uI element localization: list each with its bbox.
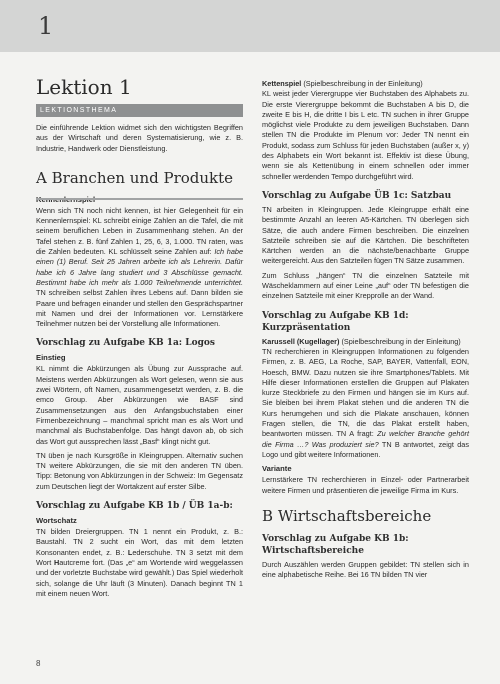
lesson-theme-label: LEKTIONSTHEMA [36, 104, 243, 117]
left-column [36, 64, 243, 603]
kb1a-heading: Vorschlag zu Aufgabe KB 1a: Logos [36, 338, 215, 349]
einstieg-title: Einstieg [36, 353, 66, 363]
lesson-title: Lektion 1 [36, 75, 132, 99]
kettenspiel-title: Kettenspiel [262, 79, 302, 88]
section-b-title [262, 508, 469, 525]
wortschatz-bold-1: L [127, 547, 133, 557]
einstieg-text: KL nimmt die Abkürzungen als Übung zur Aussprache auf. Meistens werden Abkürzungen als Wort gelesen, wenn sie aus zwei Wörtern, oft Namen, zusammengesetzt werden, z. B. die emco Group. Aber Abkürzungen wie BASF sind Zusammensetzungen aus den Anfangsbuchstaben einer Firmenbezeichnung – manchmal spricht man es als Wort und manchmal als Buchstabenfolge. Das hängt davon ab, ob sich das Wort gut aussprechen lässt „Basf“ klingt nicht gut. [36, 364, 243, 446]
variante-title: Variante [262, 464, 292, 474]
karussell-sub: (Spielbeschreibung in der Einleitung) [339, 336, 461, 346]
variante-text: Lernstärkere TN recherchieren in Einzel- oder Partnerarbeit weitere Firmen und präsentieren die jeweilige Firma im Kurs. [262, 475, 469, 495]
ub1c-text-2: Zum Schluss „hängen“ TN die einzelnen Satzteile mit Wäscheklammern auf einer Leine „auf“ oder TN befestigen die einzelnen Satzteile mit einer Krepprolle an der Wand. [262, 270, 469, 301]
section-a-title-text: Branchen und Produkte [51, 168, 234, 187]
kennenlernspiel-text [36, 206, 243, 330]
section-a-title [36, 170, 243, 187]
kettenspiel-text: KL weist jeder Vierergruppe vier Buchstaben des Alphabets zu. Die erste Vierergruppe bekommt die Buchstaben A bis D, die zweite E bis H, die dritte I bis L etc. TN suchen in ihrer Gruppe möglichst viele Produkte zu dem jeweiligen Buchstaben. Dann stellen TN die Produkte im Plenum vor: Jeder TN nennt ein Produkt, sodass zum Schluss für jeden Buchstaben (außer x, y) des Alphabets ein Wort bekannt ist. Effektiv ist diese Übung, wenn sie als Kettenübung in einem schnellen oder immer schneller werdenden Tempo durchgeführt wird. [262, 89, 469, 181]
karussell-text [262, 347, 469, 460]
chapter-number: 1 [38, 12, 54, 40]
wortschatz-text [36, 527, 243, 599]
karussell-title: Karussell (Kugellager) [262, 336, 340, 346]
section-b-letter: B [262, 506, 274, 525]
section-a-letter: A [36, 168, 47, 187]
karussell-heading [262, 337, 469, 347]
ub1c-text-1: TN arbeiten in Kleingruppen. Jede Kleingruppe erhält eine bestimmte Anzahl an leeren A5-Kärtchen. TN überlegen sich Sätze, die auch andere Firmen beschreiben. Die einzelnen Satzteile schreiben sie auf die Kärtchen. Die beschrifteten Kärtchen werden an die nächste/benachbarte Gruppe weitergereicht. Aus den Satzteilen fügen TN Sätze zusammen. [262, 204, 469, 266]
kennenlern-text-2: TN schreiben selbst Zahlen ihres Lebens auf. Dann bilden sie Paare und befragen einander und stellen den Gesprächspartner mit Namen und drei der Informationen vor. Lernstärkere Teilnehmer nutzen bei der Vorstellung alle Informationen. [36, 288, 243, 329]
kettenspiel-sub: (Spielbeschreibung in der Einleitung) [301, 79, 423, 88]
einstieg-text-2: TN üben je nach Kursgröße in Kleingruppen. Alternativ suchen TN weitere Abkürzungen, die sie mit den anderen TN üben. Tipp: Betonung von Abkürzungen in der Schweiz: Im Gegensatz zum Deutschen liegt der Wortakzent auf erster Silbe. [36, 450, 243, 491]
page-number: 8 [36, 659, 41, 668]
section-a-rule [36, 198, 243, 200]
karussell-text-2: TN B antwortet, zeigt das Logo und gibt weitere Informationen. [262, 439, 469, 459]
wortschatz-1: TN bilden Dreiergruppen. TN 1 nennt ein Produkt, z. B.: Baustahl. TN 2 sucht ein Wort, das mit dem letzten Konsonanten endet, z. B.: [36, 527, 243, 557]
section-b-text: Durch Auszählen werden Gruppen gebildet: TN stellen sich in eine alphabetische Reihe. Bei 16 TN bilden TN vier [262, 559, 469, 580]
right-column [262, 79, 469, 584]
wortschatz-2: ederschuhe. TN 3 setzt mit dem Wort [36, 547, 243, 567]
kb1b-heading: Vorschlag zu Aufgabe KB 1b / ÜB 1a-b: [36, 501, 233, 512]
wortschatz-bold-2: H [53, 557, 60, 567]
wortschatz-title: Wortschatz [36, 516, 77, 526]
wortschatz-3: autcreme fort. (Das „e“ am Wortende wird weggelassen und der vorletzte Buchstabe wird gewählt.) Das Spiel wiederholt sich, solange die Uhr läuft (3 Minuten). Danach beginnt TN 1 mit einem neuen Wort. [36, 557, 243, 598]
kb1d-heading: Vorschlag zu Aufgabe KB 1d: Kurzpräsentation [262, 310, 409, 333]
karussell-italic: Zu welcher Branche gehört die Firma …? Was produziert sie? [262, 429, 469, 449]
section-b-title-text: Wirtschaftsbereiche [277, 506, 432, 525]
lesson-intro: Die einführende Lektion widmet sich den wichtigsten Begriffen aus der Wirtschaft und deren Systematisierung, wie z. B. Industrie, Handwerk oder Dienstleistung. [36, 123, 243, 153]
chapter-header-bar [0, 0, 500, 52]
kennenlern-text-1: Wenn sich TN noch nicht kennen, ist hier Gelegenheit für ein Kennenlernspiel: KL schreibt einige Zahlen an die Tafel, die mit seinem beruflichen Leben in Zusammenhang stehen. An der Tafel stehen z. B. fünf Zahlen 1, 25, 6, 3, 1.000. TN raten, was die Zahlen bedeuten. KL schlüsselt seine Zahlen auf: [36, 205, 243, 257]
kennenlern-italic: Ich habe einen (1) Beruf. Seit 25 Jahren arbeite ich als Lehrerin. Dafür habe ich 6 Jahre lang studiert und 3 Abschlüsse gemacht. Bestimmt habe ich mehr als 1.000 Teilnehmende unterrichtet. [36, 247, 243, 287]
section-b-kb1b-heading: Vorschlag zu Aufgabe KB 1b: Wirtschaftsbereiche [262, 533, 409, 556]
ub1c-heading: Vorschlag zu Aufgabe ÜB 1c: Satzbau [262, 190, 452, 201]
karussell-text-1: TN recherchieren in Kleingruppen Informationen zu folgenden Firmen, z. B. AEG, La Roche, SAP, BAYER, Vattenfall, EON, Hoesch, BMW. Dazu nutzen sie ihre Smartphones/Tablets. Mit Hilfe dieser Informationen erstellen die Gruppen auf Plakaten kurze Steckbriefe zu den Firmen und hängen sie im Kurs auf. Sie bleiben bei ihrem Plakat stehen und die anderen TN die Kurs herumgehen und sich die Plakate anschauen, können Fragen stellen, die TN, die das Plakat erstellt haben, beantworten müssen. TN A fragt: [262, 346, 469, 439]
kettenspiel-heading [262, 79, 469, 89]
